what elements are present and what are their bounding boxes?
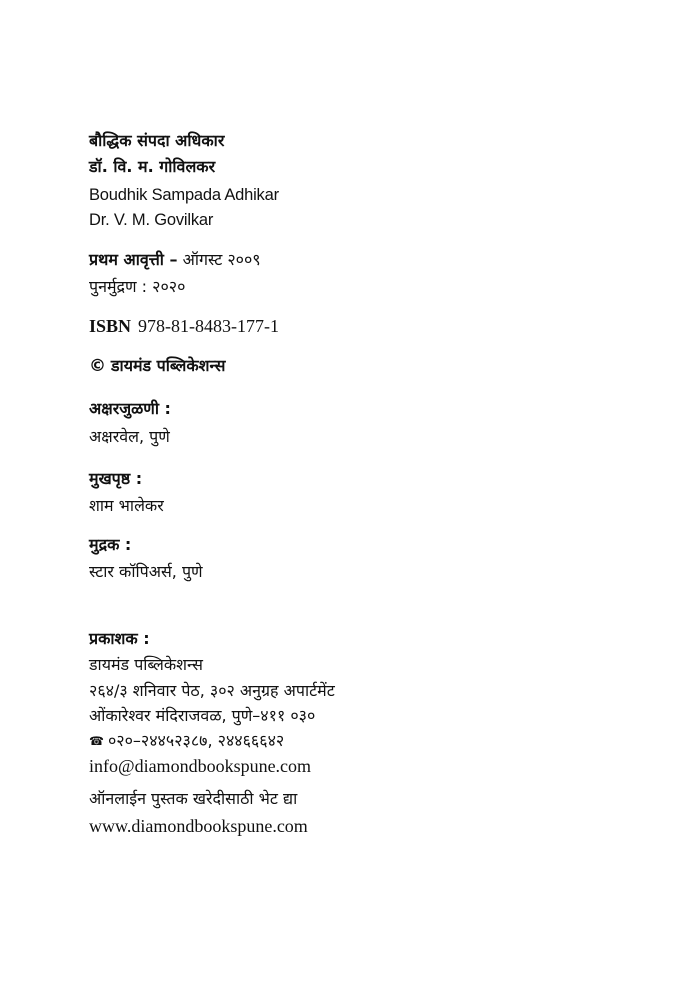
- online-purchase-text: ऑनलाईन पुस्तक खरेदीसाठी भेट द्या: [89, 789, 298, 808]
- typesetting-label: अक्षरजुळणी :: [89, 399, 171, 418]
- book-title-marathi: बौद्धिक संपदा अधिकार: [89, 131, 225, 150]
- publisher-email[interactable]: info@diamondbookspune.com: [89, 756, 312, 776]
- first-edition: [89, 249, 261, 271]
- book-title-english: Boudhik Sampada Adhikar: [89, 186, 279, 204]
- first-edition-date: ऑगस्ट २००९: [182, 250, 261, 269]
- printer-value: स्टार कॉपिअर्स, पुणे: [89, 562, 203, 581]
- printer-label: मुद्रक :: [89, 535, 132, 554]
- copyright-icon: ©: [89, 356, 106, 376]
- cover-design-label: मुखपृष्ठ :: [89, 469, 143, 488]
- telephone-icon: ☎: [89, 734, 104, 748]
- reprint-year: पुनर्मुद्रण : २०२०: [89, 277, 186, 296]
- copyright-holder: डायमंड पब्लिकेशन्स: [111, 356, 226, 375]
- publisher-address-line1: २६४/३ शनिवार पेठ, ३०२ अनुग्रह अपार्टमेंट: [89, 681, 335, 700]
- isbn-number: 978-81-8483-177-1: [138, 316, 280, 336]
- author-name-marathi: डॉ. वि. म. गोविलकर: [89, 157, 216, 176]
- cover-design-value: शाम भालेकर: [89, 496, 164, 515]
- publisher-name: डायमंड पब्लिकेशन्स: [89, 655, 203, 674]
- typesetting-value: अक्षरवेल, पुणे: [89, 427, 170, 446]
- first-edition-label: प्रथम आवृत्ती –: [89, 250, 178, 269]
- publisher-phone: ०२०–२४४५२३८७, २४४६६६४२: [107, 731, 285, 750]
- isbn-label: ISBN: [89, 316, 132, 336]
- author-name-english: Dr. V. M. Govilkar: [89, 211, 214, 229]
- isbn-line: [89, 315, 279, 337]
- publisher-website[interactable]: www.diamondbookspune.com: [89, 816, 308, 836]
- publisher-phone-line: [89, 730, 284, 752]
- copyright-line: [89, 355, 225, 377]
- publisher-address-line2: ओंकारेश्वर मंदिराजवळ, पुणे–४११ ०३०: [89, 706, 316, 725]
- publisher-label: प्रकाशक :: [89, 629, 150, 648]
